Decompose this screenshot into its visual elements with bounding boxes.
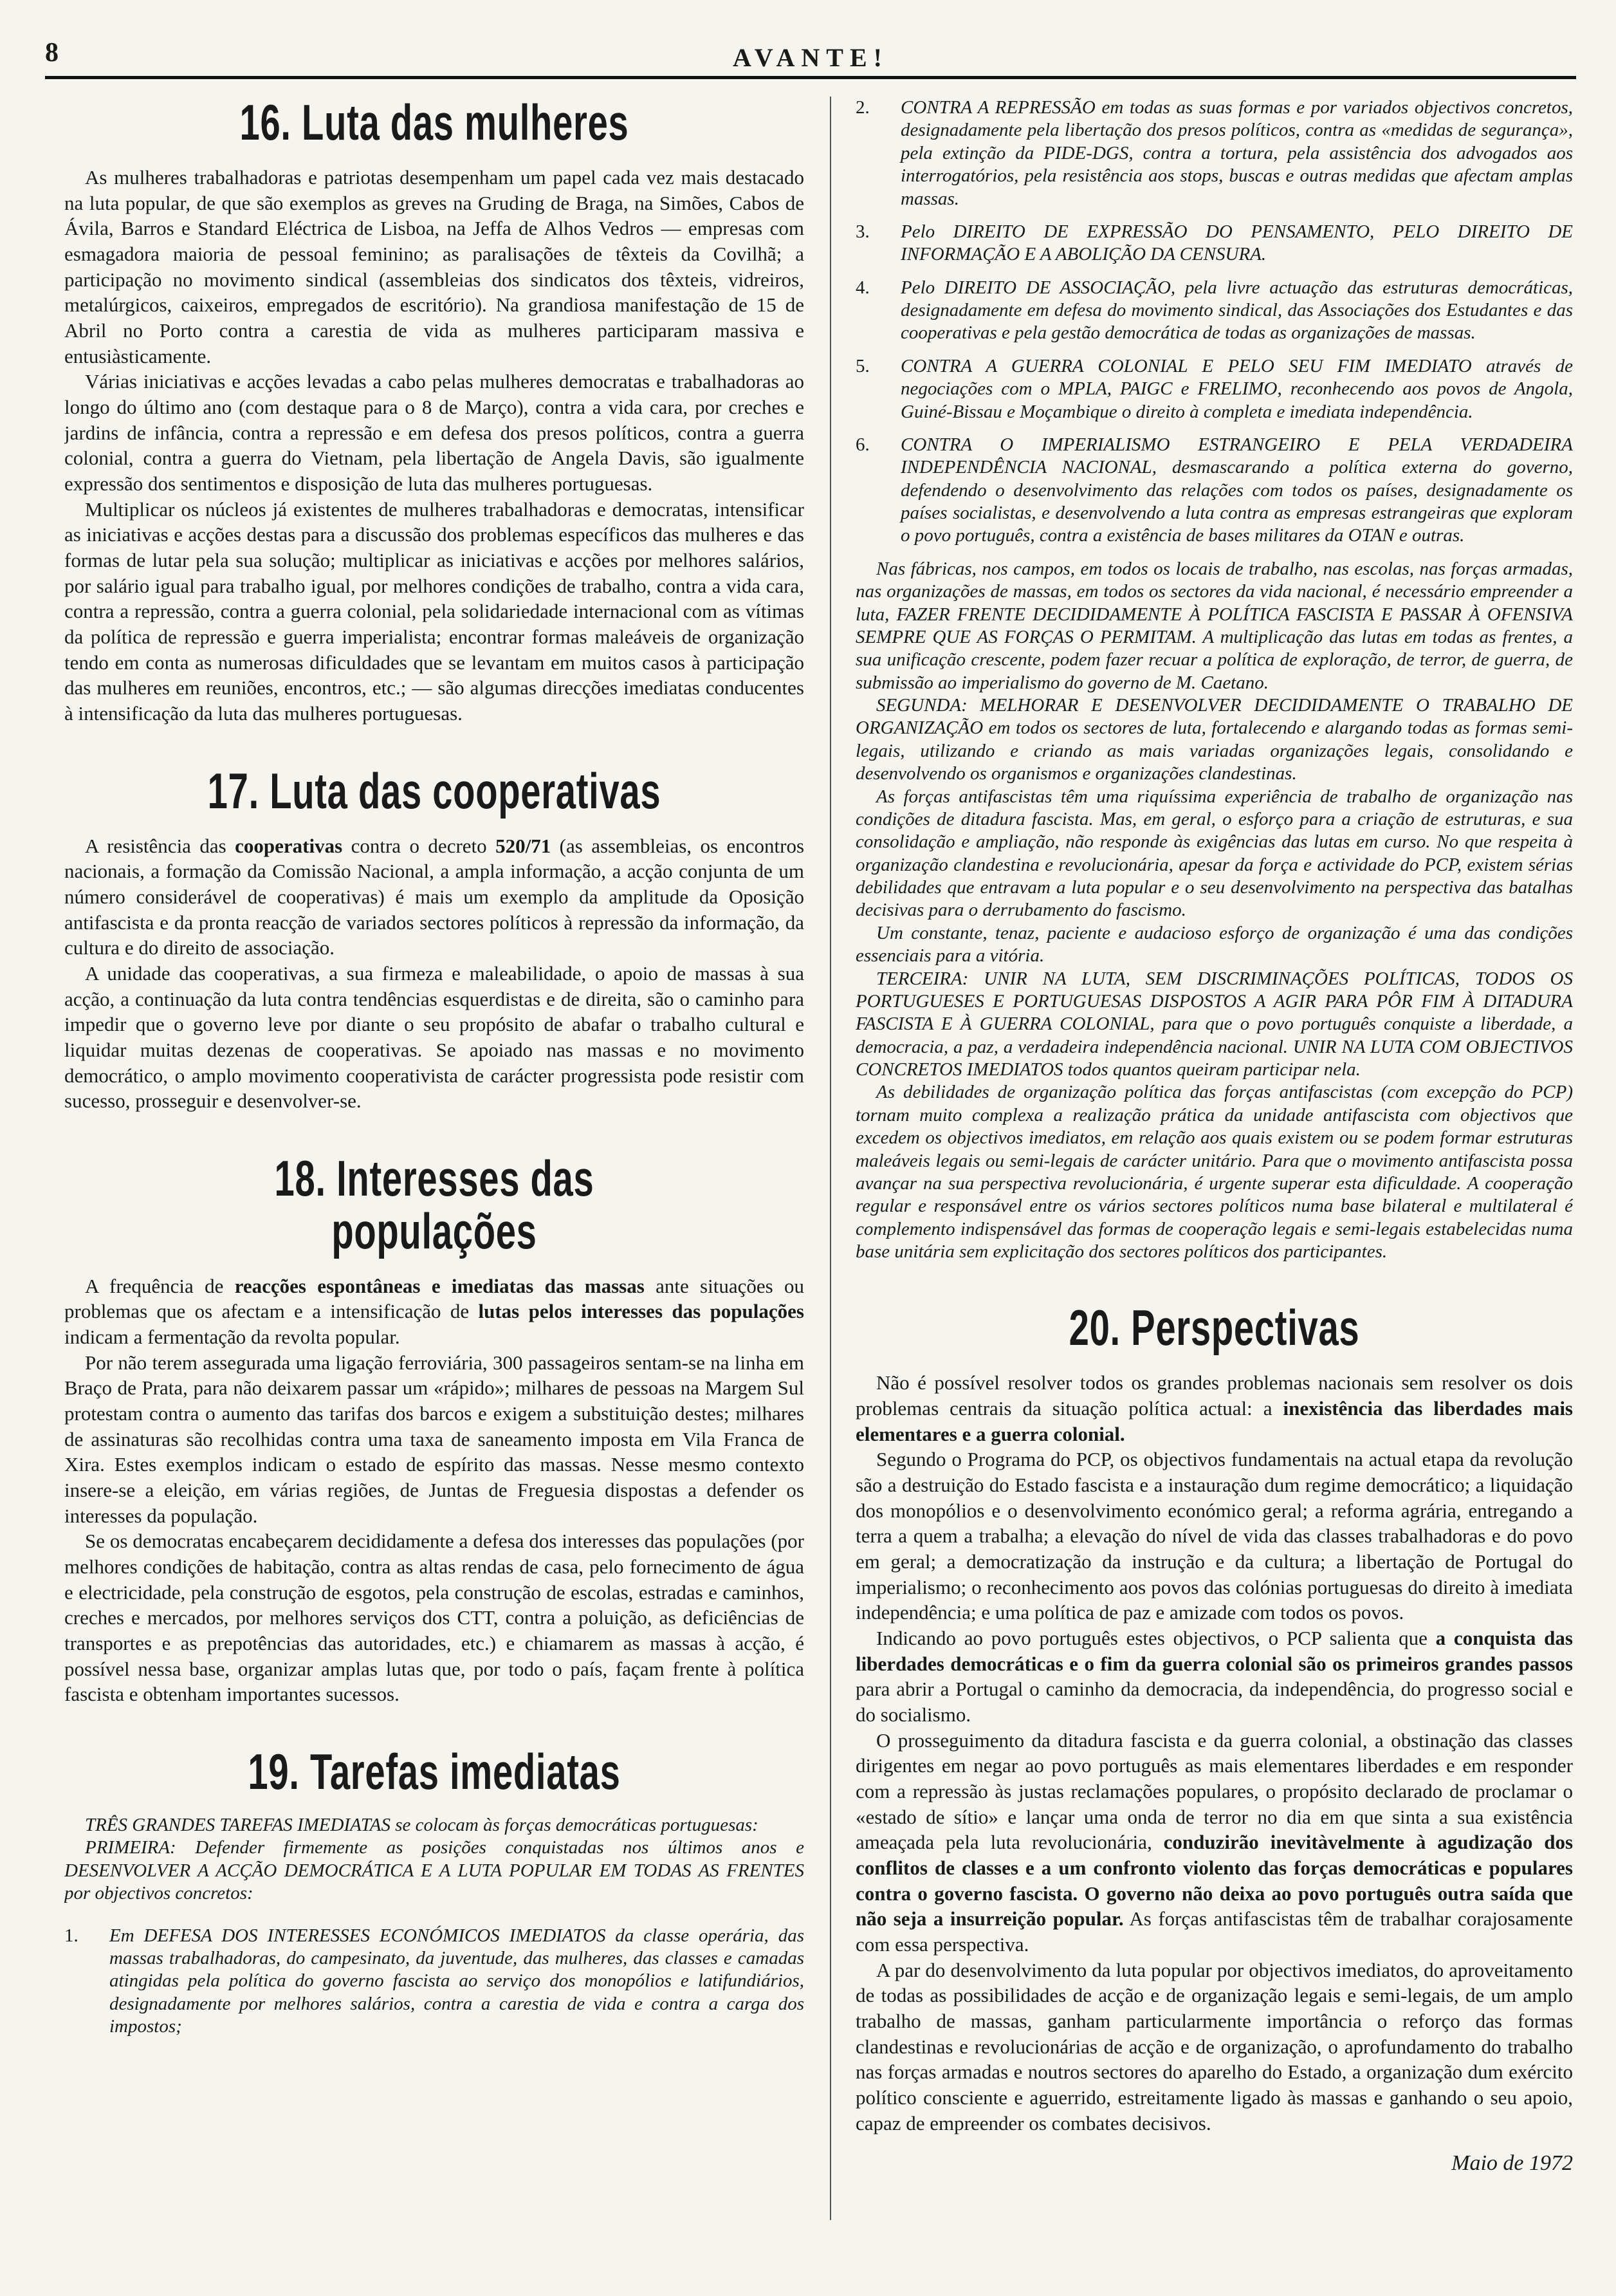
section-18-paragraph-3: Se os democratas encabeçarem decididamente a defesa dos interesses das populações (por melhores condições de habitação, contra as altas rendas de casa, pelo fornecimento de água e electricidade, pela construção de esgotos, pela construção de escolas, estradas e caminhos, creches e mercados, por melhores serviços dos CTT, contra a poluição, as deficiências de transportes e as prepotências das autoridades, etc.) e chiamarem as massas à acção, é possível nessa base, organizar amplas lutas que, por todo o país, façam frente à política fascista e obtenham importantes sucessos.	[64, 1530, 804, 1706]
section-19-terceira: TERCEIRA: UNIR NA LUTA, SEM DISCRIMINAÇÕES POLÍTICAS, TODOS OS PORTUGUESES E PORTUGUESAS DISPOSTOS A AGIR PARA PÔR FIM À DITADURA FASCISTA E À GUERRA COLONIAL, para que o povo português conquiste a liberdade, a democracia, a paz, a verdadeira independência nacional. UNIR NA LUTA COM OBJECTIVOS CONCRETOS IMEDIATOS todos quantos queiram participar nela.	[856, 968, 1573, 1080]
section-19-segunda: SEGUNDA: MELHORAR E DESENVOLVER DECIDIDAMENTE O TRABALHO DE ORGANIZAÇÃO em todos os sectores de luta, fortalecendo e alargando todas as formas semi-legais, utilizando e criando as mais variadas organizações legais, consolidando e desenvolvendo os organismos e organizações clandestinas.	[856, 695, 1573, 784]
list-item	[856, 97, 1573, 210]
section-16-title: 16. Luta das mulheres	[239, 97, 629, 151]
item-number: 5.	[856, 355, 870, 376]
decree-number: 520/71	[495, 834, 551, 857]
header-rule	[45, 76, 1576, 79]
section-17-paragraph-1	[64, 833, 804, 961]
text-run-bold: lutas pelos interesses das populações	[478, 1300, 804, 1323]
list-item	[856, 221, 1573, 266]
text-run: (as assembleias, os encontros nacionais, a formação da Comissão Nacional, a ampla informação, a acção conjunta de um número considerável de cooperativas) é mais um exemplo da amplitude da Oposição antifascista e da pronta reacção de variados sectores políticos à repressão da informação, da cultura e do direito de associação.	[64, 834, 804, 959]
text-run: indicam a fermentação da revolta popular.	[64, 1326, 400, 1349]
section-19-fabricas: Nas fábricas, nos campos, em todos os locais de trabalho, nas escolas, nas forças armadas, nas organizações de massas, em todos os sectores da vida nacional, é necessário empreender a luta, FAZER FRENTE DECIDIDAMENTE À POLÍTICA FASCISTA E PASSAR À OFENSIVA SEMPRE QUE AS FORÇAS O PERMITAM. A multiplicação das lutas em todas as frentes, a sua unificação crescente, podem fazer recuar a política de exploração, de terror, de guerra, de submissão ao imperialismo do governo de M. Caetano.	[856, 558, 1573, 693]
item-number: 2.	[856, 97, 870, 118]
section-20-paragraph-5: A par do desenvolvimento da luta popular por objectivos imediatos, do aproveitamento de todas as possibilidades de acção e de organização legais e semi-legais, de um amplo trabalho de massas, ganham particularmente importância o reforço das formas clandestinas e revolucionárias de acção e de organização, o aprofundamento do trabalho nas forças armadas e noutros sectores do aparelho do Estado, a organização dum exército político consciente e aguerrido, estreitamente ligado às massas e ganhando o seu apoio, capaz de empreender os combates decisivos.	[856, 1958, 1573, 2134]
text-run-bold: a conquista das liberdades democráticas e o fim da guerra colonial são os primeiros grandes passos	[856, 1626, 1573, 1675]
page-header	[45, 37, 1576, 77]
text-run: ante situações ou problemas que os afectam e a intensificação de	[64, 1274, 804, 1323]
list-item	[64, 1925, 804, 2039]
section-19-forcas: As forças antifascistas têm uma riquíssima experiência de trabalho de organização nas condições de ditadura fascista. Mas, em geral, o esforço para a criação de estruturas, e sua consolidação e ampliação, não responde às exigências das lutas em curso. No que respeita à organização clandestina e revolucionária, apesar da força e actividade do PCP, existem sérias debilidades que entravam a luta popular e o seu desenvolvimento na perspectiva das batalhas decisivas para o derrubamento do fascismo.	[856, 786, 1573, 921]
section-19-title: 19. Tarefas imediatas	[248, 1743, 621, 1801]
item-number: 4.	[856, 277, 870, 298]
section-19-intro: TRÊS GRANDES TAREFAS IMEDIATAS se colocam às forças democráticas portuguesas:	[85, 1815, 758, 1836]
section-17	[64, 762, 804, 1114]
text-run-bold: inexistência das liberdades mais elementares e a guerra colonial.	[856, 1396, 1573, 1445]
section-20-paragraph-1	[856, 1370, 1573, 1447]
text-run-bold: cooperativas	[235, 834, 343, 857]
list-item	[856, 277, 1573, 345]
item-text: CONTRA A GUERRA COLONIAL E PELO SEU FIM IMEDIATO através de negociações com o MPLA, PAIGC e FRELIMO, reconhecendo aos povos de Angola, Guiné-Bissau e Moçambique o direito à completa e imediata independência.	[901, 355, 1573, 422]
section-20-paragraph-4	[856, 1728, 1573, 1958]
section-19-primeira: PRIMEIRA: Defender firmemente as posições conquistadas nos últimos anos e DESENVOLVER A ACÇÃO DEMOCRÁTICA E A LUTA POPULAR EM TODAS AS FRENTES por objectivos concretos:	[64, 1837, 804, 1904]
section-16-paragraph-3: Multiplicar os núcleos já existentes de mulheres trabalhadoras e democratas, intensificar as iniciativas e acções destas para a discussão dos problemas específicos das mulheres e das formas de lutar pela sua solução; multiplicar as iniciativas e acções por melhores salários, por salário igual para trabalho igual, por melhores condições de trabalho, contra a vida cara, contra a repressão, contra a guerra colonial, pela solidariedade internacional com as vítimas da política de repressão e guerra imperialista; encontrar formas maleáveis de organização tendo em conta as numerosas dificuldades que se levantam em muitos casos à participação das mulheres em reuniões, encontros, etc.; — são algumas direcções imediatas conducentes à intensificação da luta das mulheres portuguesas.	[64, 497, 804, 725]
section-18-paragraph-2: Por não terem assegurada uma ligação ferroviária, 300 passageiros sentam-se na linha em Braço de Prata, para não deixarem passar um «rápido»; milhares de pessoas na Margem Sul protestam contra o aumento das tarifas dos barcos e exigem a substituição destes; milhares de assinaturas são recolhidas contra uma taxa de saneamento imposta em Vila Franca de Xira. Estes exemplos indicam o estado de espírito das massas. Nesse mesmo contexto insere-se a eleição, em várias regiões, de Juntas de Freguesia dispostas a defender os interesses da população.	[64, 1351, 804, 1527]
section-19	[64, 1743, 804, 2038]
item-text: CONTRA O IMPERIALISMO ESTRANGEIRO E PELA VERDADEIRA INDEPENDÊNCIA NACIONAL, desmascarando a política externa do governo, defendendo o desenvolvimento das relações com todos os países, designadamente os países socialistas, e desenvolvendo a luta contra as empresas estrangeiras que exploram o povo português, contra a existência de bases militares da OTAN e outras.	[901, 434, 1573, 546]
section-16-paragraph-2: Várias iniciativas e acções levadas a cabo pelas mulheres democratas e trabalhadoras ao longo do último ano (com destaque para o 8 de Março), contra a vida cara, por creches e jardins de infância, contra a repressão e em defesa dos presos políticos, contra a guerra colonial, contra a guerra do Vietnam, pela libertação de Angela Davis, são igualmente expressão dos sentimentos e disposição de luta das mulheres portuguesas.	[64, 370, 804, 495]
section-18	[64, 1149, 804, 1707]
list-item	[856, 355, 1573, 423]
section-20-paragraph-3	[856, 1625, 1573, 1728]
text-run: Indicando ao povo português estes objectivos, o PCP salienta que	[876, 1626, 1436, 1649]
masthead: AVANTE!	[733, 43, 888, 72]
text-run-bold: reacções espontâneas e imediatas das massas	[234, 1274, 645, 1297]
tasks-list	[64, 1925, 804, 2039]
list-item	[856, 434, 1573, 548]
item-text: Em DEFESA DOS INTERESSES ECONÓMICOS IMEDIATOS da classe operária, das massas trabalhadoras, do campesinato, da juventude, das mulheres, das classes e camadas atingidas pela política do governo fascista ao serviço dos monopólios e latifundiários, designadamente por melhores salários, contra a carestia de vida e contra a carga dos impostos;	[109, 1925, 804, 2037]
section-20-title: 20. Perspectivas	[1069, 1299, 1360, 1356]
item-number: 1.	[64, 1925, 78, 1946]
section-19-debilidades: As debilidades de organização política das forças antifascistas (com excepção do PCP) tornam muito complexa a realização prática da unidade antifascista com objectivos que excedem os objectivos imediatos, em relação aos quais existem ou se podem formar estruturas maleáveis legais ou semi-legais de carácter unitário. Para que o movimento antifascista possa avançar na sua perspectiva revolucionária, é urgente superar esta dificuldade. A cooperação regular e responsável entre os vários sectores políticos numa base bilateral e multilateral é complemento indispensável das formas de cooperação legais e semi-legais estabelecidas numa base unitária sem explicitação dos sectores políticos dos participantes.	[856, 1082, 1573, 1262]
section-16-paragraph-1: As mulheres trabalhadoras e patriotas desempenham um papel cada vez mais destacado na luta popular, de que são exemplos as greves na Gruding de Braga, na Simões, Cabos de Ávila, Barros e Standard Eléctrica de Lisboa, na Jeffa de Alhos Vedros — empresas com esmagadora maioria de pessoal feminino; as paralisações de têxteis da Covilhã; a participação no movimento sindical (assembleias dos sindicatos dos têxteis, vidreiros, metalúrgicos, caixeiros, empregados de escritório). Na grandiosa manifestação de 15 de Abril no Porto contra a carestia de vida as mulheres participaram massiva e entusiàsticamente.	[64, 165, 804, 367]
text-run: Não é possível resolver todos os grandes problemas nacionais sem resolver os dois problemas centrais da situação política actual: a	[856, 1371, 1573, 1420]
text-run: para abrir a Portugal o caminho da democracia, da independência, do progresso social e do socialismo.	[856, 1678, 1573, 1726]
article-date: Maio de 1972	[1451, 2151, 1573, 2176]
item-text: Pelo DIREITO DE EXPRESSÃO DO PENSAMENTO, PELO DIREITO DE INFORMAÇÃO E A ABOLIÇÃO DA CENSURA.	[901, 221, 1573, 265]
tasks-list-continued	[856, 97, 1573, 548]
section-20-paragraph-2: Segundo o Programa do PCP, os objectivos fundamentais na actual etapa da revolução são a destruição do Estado fascista e a instauração dum regime democrático; a liquidação dos monopólios e o desenvolvimento económico geral; a reforma agrária, entregando a terra a quem a trabalha; a elevação do nível de vida das classes trabalhadoras e do povo em geral; a democratização da instrução e da cultura; a libertação de Portugal do imperialismo; o reconhecimento aos povos das colónias portuguesas do direito à imediata independência; e uma política de paz e amizade com todos os povos.	[856, 1448, 1573, 1624]
text-run: contra o decreto	[342, 834, 496, 857]
item-number: 3.	[856, 221, 870, 242]
column-divider	[830, 97, 831, 2220]
section-19-esforco: Um constante, tenaz, paciente e audacioso esforço de organização é uma das condições essenciais para a vitória.	[856, 922, 1573, 967]
text-run: A resistência das	[85, 834, 235, 857]
section-18-title: 18. Interesses das populações	[274, 1149, 594, 1259]
section-17-title: 17. Luta das cooperativas	[207, 762, 661, 819]
section-18-paragraph-1	[64, 1273, 804, 1350]
page-number: 8	[45, 38, 59, 68]
text-run: O prosseguimento da ditadura fascista e da guerra colonial, a obstinação das classes dirigentes em negar ao povo português as mais elementares liberdades e em responder com a repressão às justas reclamações populares, o propósito declarado de proclamar o «estado de sítio» e lançar uma onda de terror no dia em que sinta a sua existência ameaçada pela luta revolucionária,	[856, 1728, 1573, 1854]
section-16	[64, 97, 804, 727]
section-17-paragraph-2: A unidade das cooperativas, a sua firmeza e maleabilidade, o apoio de massas à sua acção, a continuação da luta contra tendências esquerdistas e de direita, são o caminho para impedir que o governo leve por diante o seu propósito de abafar o trabalho cultural e liquidar muitas dezenas de cooperativas. Se apoiado nas massas e no movimento democrático, o amplo movimento cooperativista de carácter progressista pode resistir com sucesso, prosseguir e desenvolver-se.	[64, 961, 804, 1113]
item-text: Pelo DIREITO DE ASSOCIAÇÃO, pela livre actuação das estruturas democráticas, designadamente em defesa do movimento sindical, das Associações dos Estudantes e das cooperativas e pela gestão democrática de todas as organizações de massas.	[901, 277, 1573, 344]
right-column	[856, 97, 1573, 2239]
left-column	[64, 97, 804, 2239]
item-number: 6.	[856, 434, 870, 455]
text-run: As forças antifascistas têm de trabalhar corajosamente com essa perspectiva.	[856, 1907, 1573, 1956]
text-run-bold: conduzirão inevitàvelmente à agudização dos conflitos de classes e a um confronto violento das forças democráticas e populares contra o governo fascista. O governo não deixa ao povo português outra saída que não seja a insurreição popular.	[856, 1831, 1573, 1930]
item-text: CONTRA A REPRESSÃO em todas as suas formas e por variados objectivos concretos, designadamente pela libertação dos presos políticos, contra as «medidas de segurança», pela extinção da PIDE-DGS, contra a tortura, pela assistência dos advogados aos interrogatórios, pela resistência aos stops, buscas e outras medidas que afectam amplas massas.	[901, 97, 1573, 209]
section-20	[856, 1299, 1573, 2176]
text-run: A frequência de	[85, 1274, 235, 1297]
